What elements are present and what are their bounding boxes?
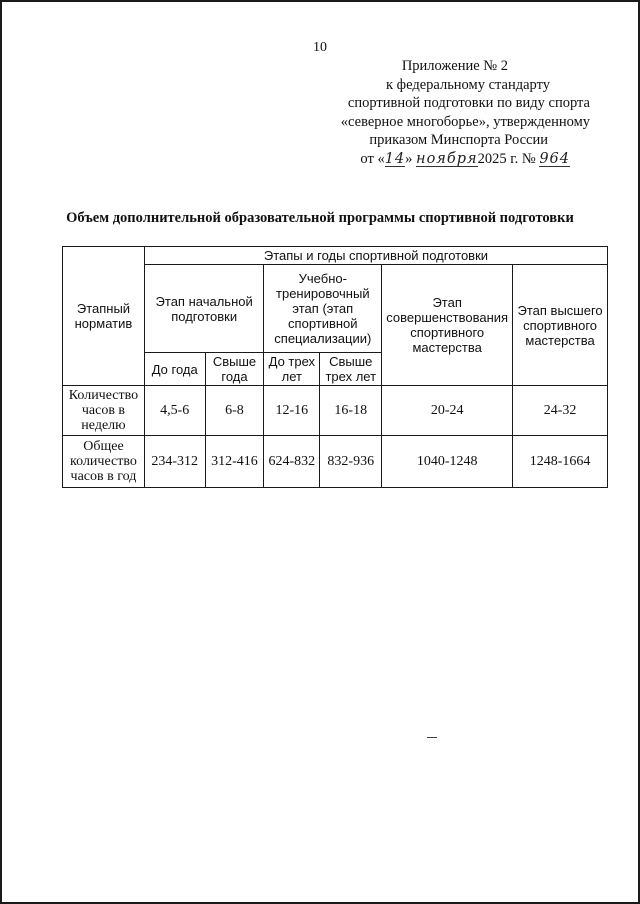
table-cell: 624-832 xyxy=(264,436,320,488)
annex-line: к федеральному стандарту xyxy=(386,76,550,93)
annex-title: Приложение № 2 xyxy=(401,58,508,74)
table-cell: 12-16 xyxy=(264,386,320,436)
stage-improvement-header: Этап совершенствования спортивного мастерства xyxy=(382,265,513,386)
row-header-cell: Этапный норматив xyxy=(63,247,145,386)
date-separator: » xyxy=(405,150,413,167)
handwritten-month: ноября xyxy=(416,150,478,167)
table-cell: 312-416 xyxy=(205,436,264,488)
handwritten-day: 14 xyxy=(384,150,406,167)
date-year: 2025 г. № xyxy=(477,150,536,167)
subheader-training-1: До трех лет xyxy=(264,353,320,386)
date-prefix: от « xyxy=(360,150,385,167)
table-cell: 4,5-6 xyxy=(144,386,205,436)
row-label: Количество часов в неделю xyxy=(63,386,145,436)
table-cell: 234-312 xyxy=(144,436,205,488)
table-row xyxy=(63,386,608,436)
annex-line: приказом Минспорта России xyxy=(369,132,548,148)
subheader-training-2: Свыше трех лет xyxy=(320,353,382,386)
scan-mark xyxy=(427,737,437,738)
subheader-initial-1: До года xyxy=(144,353,205,386)
subheader-initial-2: Свыше года xyxy=(205,353,264,386)
order-date-line xyxy=(290,150,590,169)
annex-line: спортивной подготовки по виду спорта xyxy=(347,95,590,111)
document-title: Объем дополнительной образовательной программы спортивной подготовки xyxy=(66,210,574,226)
table-cell: 1040-1248 xyxy=(382,436,513,488)
annex-line: «северное многоборье», утвержденному xyxy=(340,113,590,130)
table-cell: 24-32 xyxy=(513,386,608,436)
table-row xyxy=(63,436,608,488)
page-number: 10 xyxy=(313,40,327,55)
annex-header xyxy=(290,57,590,168)
table-cell: 1248-1664 xyxy=(513,436,608,488)
table-cell: 832-936 xyxy=(320,436,382,488)
program-volume-table xyxy=(62,246,608,488)
stage-initial-header: Этап начальной подготовки xyxy=(144,265,264,353)
table-cell: 20-24 xyxy=(382,386,513,436)
row-label: Общее количество часов в год xyxy=(63,436,145,488)
stage-higher-header: Этап высшего спортивного мастерства xyxy=(513,265,608,386)
stages-header-cell: Этапы и годы спортивной подготовки xyxy=(144,247,607,265)
stage-training-header: Учебно-тренировочный этап (этап спортивной специализации) xyxy=(264,265,382,353)
handwritten-order-number: 964 xyxy=(539,150,570,167)
table-cell: 6-8 xyxy=(205,386,264,436)
table-cell: 16-18 xyxy=(320,386,382,436)
